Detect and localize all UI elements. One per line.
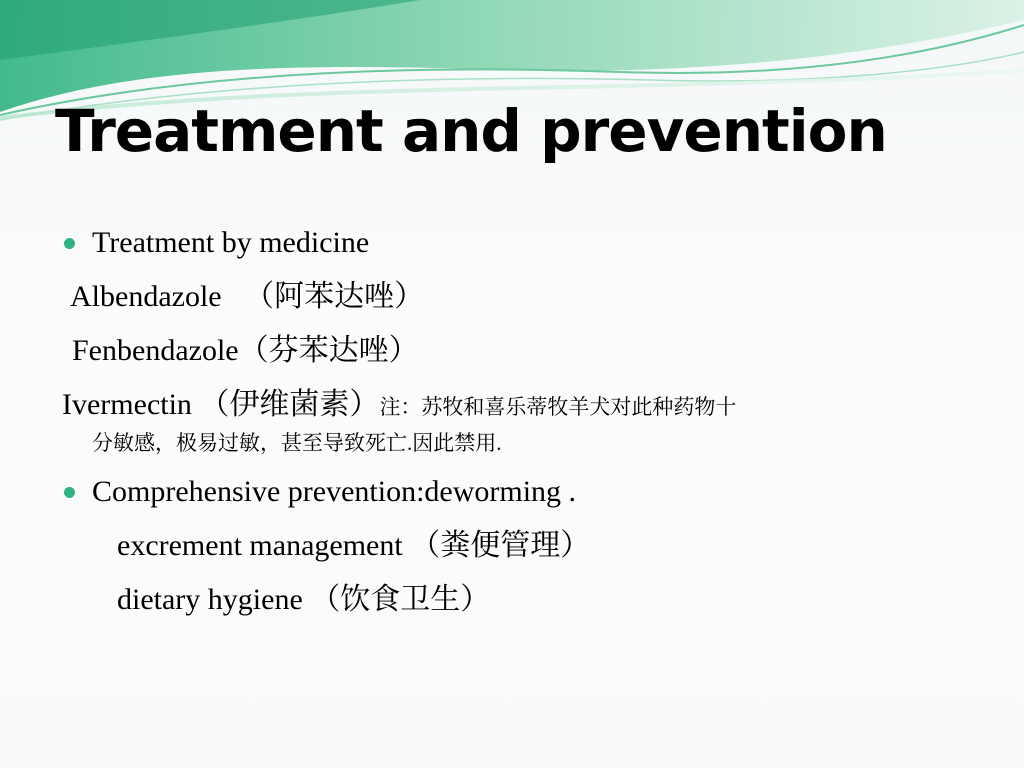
medicine-fenbendazole: Fenbendazole（芬苯达唑）	[72, 334, 419, 367]
ivermectin-note-continued: 分敏感，极易过敏，甚至导致死亡.因此禁用.	[92, 431, 502, 455]
bullet-treatment: Treatment by medicine	[92, 226, 370, 259]
medicine-ivermectin	[62, 387, 736, 425]
bullet-icon	[64, 238, 75, 249]
slide-title: Treatment and prevention	[55, 97, 887, 165]
ivermectin-note: 注：苏牧和喜乐蒂牧羊犬对此种药物十	[379, 395, 737, 419]
prevention-excrement: excrement management （粪便管理）	[117, 529, 591, 562]
prevention-dietary: dietary hygiene （饮食卫生）	[117, 583, 491, 616]
medicine-albendazole: Albendazole （阿苯达唑）	[70, 280, 425, 313]
ivermectin-label: Ivermectin （伊维菌素）	[62, 388, 380, 421]
bullet-prevention: Comprehensive prevention:deworming .	[92, 475, 577, 508]
bullet-icon	[64, 487, 75, 498]
